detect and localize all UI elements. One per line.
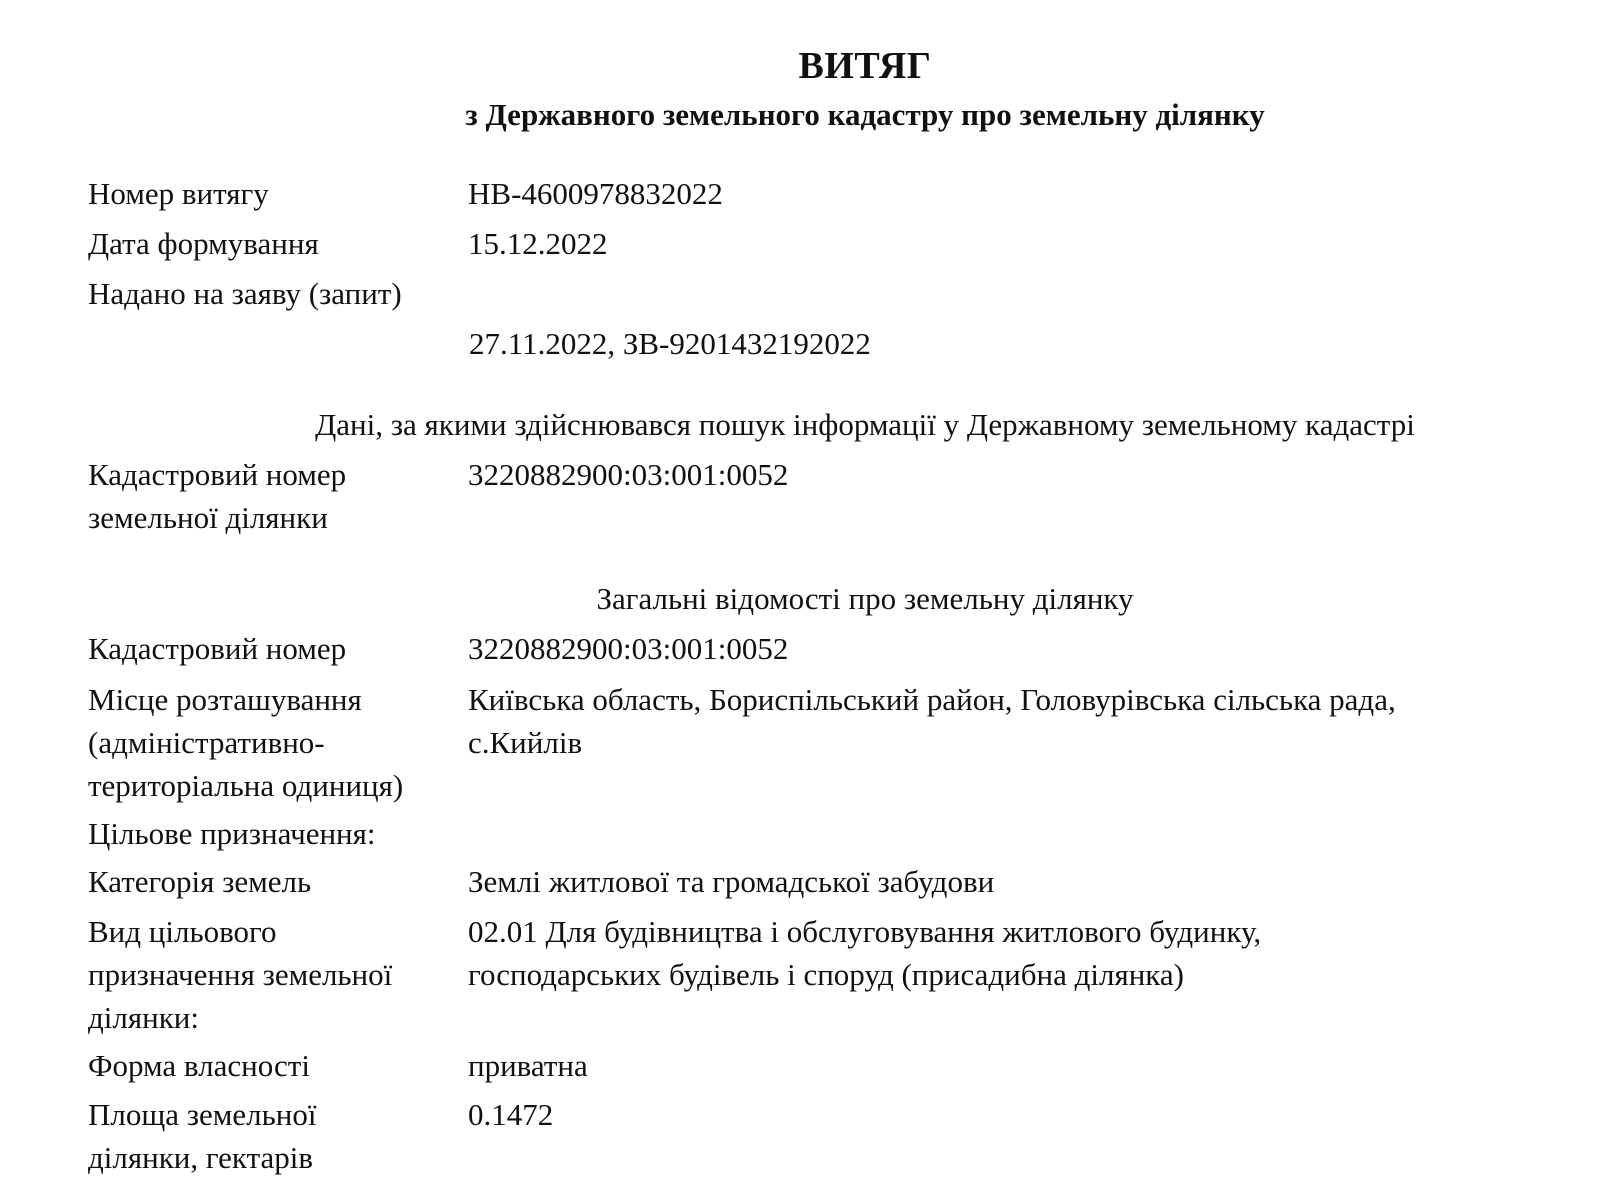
area-label-line-1: Площа земельної bbox=[88, 1097, 317, 1132]
area-row bbox=[88, 1093, 1588, 1179]
location-label-line-1: Місце розташування bbox=[88, 682, 362, 717]
area-value: 0.1472 bbox=[468, 1097, 554, 1132]
document-subtitle: з Державного земельного кадастру про земельну ділянку bbox=[465, 97, 1265, 132]
extract-number-row bbox=[88, 172, 1588, 215]
extract-date-value: 15.12.2022 bbox=[468, 226, 608, 261]
ownership-row bbox=[88, 1044, 1588, 1087]
area-label-line-2: ділянки, гектарів bbox=[88, 1140, 314, 1175]
purpose-type-label-line-1: Вид цільового bbox=[88, 914, 277, 949]
general-section-heading: Загальні відомості про земельну ділянку bbox=[596, 581, 1134, 616]
cadastral-number-label: Кадастровий номер bbox=[88, 631, 347, 666]
purpose-type-label bbox=[88, 910, 468, 1039]
extract-date-row bbox=[88, 222, 1588, 265]
category-value: Землі житлової та громадської забудови bbox=[468, 864, 995, 899]
search-cadastral-label-line-1: Кадастровий номер bbox=[88, 457, 347, 492]
location-label-line-2: (адміністративно- bbox=[88, 725, 325, 760]
cadastral-number-row bbox=[88, 627, 1588, 670]
extract-number-value: НВ-4600978832022 bbox=[468, 176, 723, 211]
location-label bbox=[88, 678, 468, 807]
location-label-line-3: територіальна одиниця) bbox=[88, 768, 404, 803]
extract-date-label: Дата формування bbox=[88, 226, 319, 261]
category-label: Категорія земель bbox=[88, 864, 312, 899]
search-cadastral-value: 3220882900:03:001:0052 bbox=[468, 457, 789, 492]
location-value-line-2: с.Кийлів bbox=[468, 725, 583, 760]
ownership-label: Форма власності bbox=[88, 1048, 310, 1083]
search-cadastral-row bbox=[88, 453, 1588, 539]
purpose-type-value-line-2: господарських будівель і споруд (присадибна ділянка) bbox=[468, 957, 1184, 992]
document-title: ВИТЯГ bbox=[798, 45, 932, 87]
cadastral-number-value: 3220882900:03:001:0052 bbox=[468, 631, 789, 666]
purpose-type-value bbox=[468, 910, 1588, 1039]
search-cadastral-label-line-2: земельної ділянки bbox=[88, 500, 328, 535]
purpose-type-value-line-1: 02.01 Для будівництва і обслуговування житлового будинку, bbox=[468, 914, 1262, 949]
search-cadastral-label bbox=[88, 453, 468, 539]
location-value bbox=[468, 678, 1588, 807]
ownership-value: приватна bbox=[468, 1048, 588, 1083]
purpose-row bbox=[88, 812, 1588, 855]
extract-number-label: Номер витягу bbox=[88, 176, 269, 211]
category-row bbox=[88, 860, 1588, 903]
location-value-line-1: Київська область, Бориспільський район, Головурівська сільська рада, bbox=[468, 682, 1396, 717]
search-section-heading: Дані, за якими здійснювався пошук інформації у Державному земельному кадастрі bbox=[315, 407, 1415, 442]
request-row bbox=[88, 272, 1588, 315]
purpose-type-label-line-2: призначення земельної bbox=[88, 957, 393, 992]
purpose-type-row bbox=[88, 910, 1588, 1039]
request-value: 27.11.2022, ЗВ-9201432192022 bbox=[469, 326, 871, 361]
area-label bbox=[88, 1093, 468, 1179]
request-label: Надано на заяву (запит) bbox=[88, 276, 402, 311]
purpose-label: Цільове призначення: bbox=[88, 816, 376, 851]
purpose-type-label-line-3: ділянки: bbox=[88, 1000, 199, 1035]
location-row bbox=[88, 678, 1588, 807]
